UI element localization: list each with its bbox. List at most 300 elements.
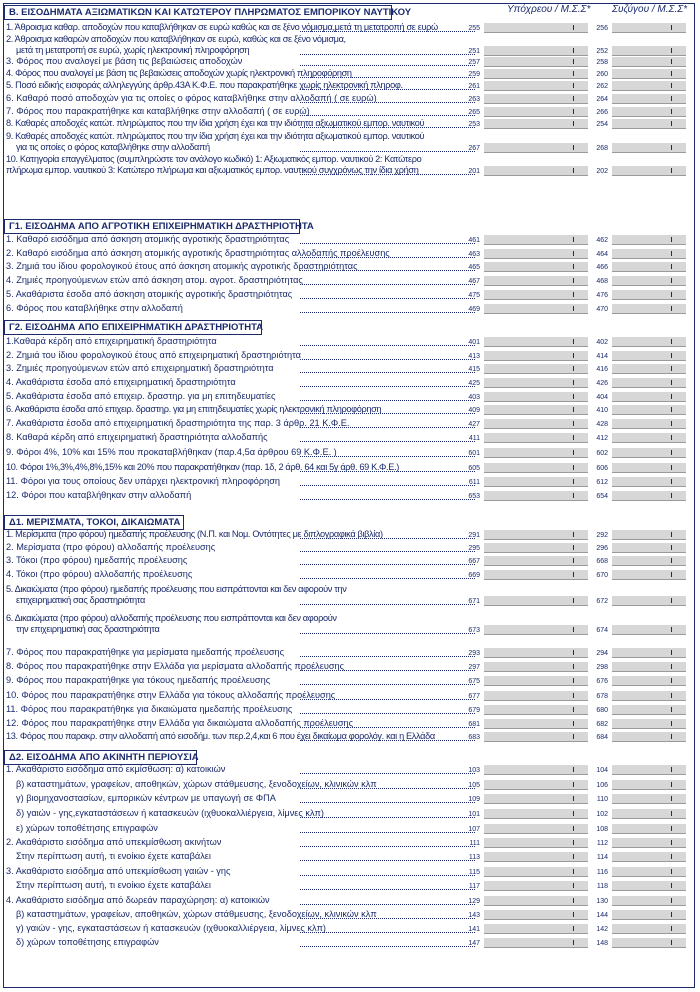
leader-dots xyxy=(300,802,475,803)
taxpayer-amount-field[interactable] xyxy=(484,378,588,388)
row-label: δ) χώρων τοποθέτησης επιγραφών xyxy=(16,937,159,947)
taxpayer-amount-field[interactable] xyxy=(484,23,588,33)
leader-dots xyxy=(300,538,475,539)
spouse-field-code: 296 xyxy=(596,545,608,552)
taxpayer-amount-field[interactable] xyxy=(484,676,588,686)
taxpayer-amount-field[interactable] xyxy=(484,262,588,272)
leader-dots xyxy=(300,151,475,152)
taxpayer-amount-field[interactable] xyxy=(484,648,588,658)
taxpayer-field-code: 105 xyxy=(468,782,480,789)
taxpayer-amount-field[interactable] xyxy=(484,662,588,672)
spouse-amount-field[interactable] xyxy=(612,119,686,129)
spouse-amount-field[interactable] xyxy=(612,794,686,804)
taxpayer-amount-field[interactable] xyxy=(484,543,588,553)
taxpayer-amount-field[interactable] xyxy=(484,556,588,566)
taxpayer-amount-field[interactable] xyxy=(484,824,588,834)
row-label: 12. Φόρος που παρακρατήθηκε στην Ελλάδα για δικαιώματα αλλοδαπής προέλευσης xyxy=(6,718,354,728)
taxpayer-amount-field[interactable] xyxy=(484,910,588,920)
row-label: 2. Ακαθάριστο εισόδημα από υπεκμίσθωση ακινήτων xyxy=(6,837,222,847)
row-label: 5. Ποσό ειδικής εισφοράς αλληλεγγύης άρθρ.43Α Κ.Φ.Ε. που παρακρατήθηκε χωρίς ηλεκτρονική πληροφ. xyxy=(6,80,403,90)
leader-dots xyxy=(300,359,475,360)
taxpayer-amount-field[interactable] xyxy=(484,852,588,862)
spouse-amount-field[interactable] xyxy=(612,809,686,819)
taxpayer-field-code: 675 xyxy=(468,678,480,685)
row-label: 11. Φόροι για τους οποίους δεν υπάρχει ηλεκτρονική πληροφόρηση xyxy=(6,476,281,486)
spouse-field-code: 612 xyxy=(596,479,608,486)
row-label: 5. Ακαθάριστα έσοδα από άσκηση ατομικής αγροτικής δραστηριότητας xyxy=(6,289,293,299)
row-label: 8. Καθαρά κέρδη από επιχειρηματική δραστηριότητα αλλοδαπής xyxy=(6,432,268,442)
taxpayer-field-code: 401 xyxy=(468,339,480,346)
taxpayer-amount-field[interactable] xyxy=(484,477,588,487)
taxpayer-field-code: 115 xyxy=(468,869,480,876)
taxpayer-field-code: 293 xyxy=(468,650,480,657)
spouse-field-code: 672 xyxy=(596,598,608,605)
leader-dots xyxy=(300,578,475,579)
taxpayer-amount-field[interactable] xyxy=(484,838,588,848)
spouse-amount-field[interactable] xyxy=(612,166,686,176)
leader-dots xyxy=(300,54,475,55)
taxpayer-amount-field[interactable] xyxy=(484,491,588,501)
spouse-field-code: 426 xyxy=(596,380,608,387)
taxpayer-amount-field[interactable] xyxy=(484,94,588,104)
taxpayer-amount-field[interactable] xyxy=(484,924,588,934)
row-label: 3. Ακαθάριστο εισόδημα από υπεκμίσθωση γαιών - γης xyxy=(6,866,231,876)
taxpayer-amount-field[interactable] xyxy=(484,570,588,580)
taxpayer-amount-field[interactable] xyxy=(484,364,588,374)
taxpayer-field-code: 667 xyxy=(468,558,480,565)
taxpayer-amount-field[interactable] xyxy=(484,337,588,347)
leader-dots xyxy=(300,345,475,346)
row-label: 12. Φόροι που καταβλήθηκαν στην αλλοδαπή xyxy=(6,490,192,500)
spouse-amount-field[interactable] xyxy=(612,276,686,286)
spouse-field-code: 106 xyxy=(596,782,608,789)
spouse-amount-field[interactable] xyxy=(612,419,686,429)
row-label: μετά τη μετατροπή σε ευρώ, χωρίς ηλεκτρονική πληροφόρηση xyxy=(16,45,250,55)
row-label: 6. Ακαθάριστα έσοδα από επιχειρ. δραστηρ. για μη επιτηδευματίες χωρίς ηλεκτρονική πληροφόρηση xyxy=(6,404,382,414)
spouse-amount-field[interactable] xyxy=(612,543,686,553)
spouse-amount-field[interactable] xyxy=(612,662,686,672)
taxpayer-field-code: 117 xyxy=(468,883,480,890)
spouse-field-code: 118 xyxy=(596,883,608,890)
leader-dots xyxy=(300,846,475,847)
taxpayer-amount-field[interactable] xyxy=(484,938,588,948)
leader-dots xyxy=(300,773,475,774)
spouse-amount-field[interactable] xyxy=(612,881,686,891)
taxpayer-field-code: 257 xyxy=(468,59,480,66)
spouse-amount-field[interactable] xyxy=(612,262,686,272)
taxpayer-amount-field[interactable] xyxy=(484,691,588,701)
spouse-field-code: 294 xyxy=(596,650,608,657)
spouse-field-code: 470 xyxy=(596,306,608,313)
leader-dots xyxy=(300,257,475,258)
taxpayer-amount-field[interactable] xyxy=(484,732,588,742)
leader-dots xyxy=(300,788,475,789)
row-label: ε) χώρων τοποθέτησης επιγραφών xyxy=(16,823,158,833)
taxpayer-field-code: 611 xyxy=(468,479,480,486)
taxpayer-field-code: 425 xyxy=(468,380,480,387)
row-label: β) καταστημάτων, γραφείων, αποθηκών, χώρων στάθμευσης, ξενοδοχείων, κλινικών κλπ xyxy=(16,909,377,919)
row-label: 4. Ακαθάριστα έσοδα από επιχειρηματική δραστηριότητα xyxy=(6,377,236,387)
taxpayer-field-code: 683 xyxy=(468,734,480,741)
taxpayer-field-code: 653 xyxy=(468,493,480,500)
row-label: 4. Φόρος που αναλογεί με βάση τις βεβαιώσεις αποδοχών χωρίς ηλεκτρονική πληροφόρηση xyxy=(6,68,352,78)
spouse-amount-field[interactable] xyxy=(612,57,686,67)
leader-dots xyxy=(300,77,475,78)
leader-dots xyxy=(300,932,475,933)
spouse-amount-field[interactable] xyxy=(612,378,686,388)
spouse-field-code: 464 xyxy=(596,251,608,258)
row-label: 1. Ακαθάριστο εισόδημα από εκμίσθωση: α) κατοικιών xyxy=(6,764,226,774)
taxpayer-field-code: 409 xyxy=(468,407,480,414)
leader-dots xyxy=(300,904,475,905)
row-label: 1. Καθαρό εισόδημα από άσκηση ατομικής αγροτικής δραστηριότητας xyxy=(6,234,290,244)
taxpayer-amount-field[interactable] xyxy=(484,448,588,458)
spouse-amount-field[interactable] xyxy=(612,405,686,415)
taxpayer-amount-field[interactable] xyxy=(484,46,588,56)
spouse-field-code: 298 xyxy=(596,664,608,671)
leader-dots xyxy=(300,441,475,442)
taxpayer-field-code: 101 xyxy=(468,811,480,818)
taxpayer-field-code: 103 xyxy=(468,767,480,774)
row-label: β) καταστημάτων, γραφείων, αποθηκών, χώρων στάθμευσης, ξενοδοχείων, κλινικών κλπ xyxy=(16,779,377,789)
spouse-amount-field[interactable] xyxy=(612,780,686,790)
leader-dots xyxy=(300,174,475,175)
leader-dots xyxy=(300,89,475,90)
leader-dots xyxy=(300,427,475,428)
leader-dots xyxy=(300,102,475,103)
spouse-amount-field[interactable] xyxy=(612,648,686,658)
spouse-amount-field[interactable] xyxy=(612,477,686,487)
leader-dots xyxy=(300,740,475,741)
taxpayer-amount-field[interactable] xyxy=(484,765,588,775)
spouse-amount-field[interactable] xyxy=(612,290,686,300)
taxpayer-amount-field[interactable] xyxy=(484,304,588,314)
spouse-amount-field[interactable] xyxy=(612,304,686,314)
spouse-amount-field[interactable] xyxy=(612,235,686,245)
row-label: 9. Φόροι 4%, 10% και 15% που προκαταβλήθηκαν (παρ.4,5α άρθρου 69 Κ.Φ.Ε. ) xyxy=(6,447,337,457)
taxpayer-field-code: 469 xyxy=(468,306,480,313)
spouse-amount-field[interactable] xyxy=(612,676,686,686)
leader-dots xyxy=(300,946,475,947)
row-label: επιχειρηματική σας δραστηριότητα xyxy=(16,595,145,605)
spouse-field-code: 260 xyxy=(596,71,608,78)
spouse-amount-field[interactable] xyxy=(612,433,686,443)
row-label: 1.Καθαρά κέρδη από επιχειρηματική δραστηριότητα xyxy=(6,336,217,346)
spouse-field-code: 202 xyxy=(596,168,608,175)
spouse-amount-field[interactable] xyxy=(612,143,686,153)
taxpayer-amount-field[interactable] xyxy=(484,881,588,891)
taxpayer-amount-field[interactable] xyxy=(484,596,588,606)
taxpayer-field-code: 295 xyxy=(468,545,480,552)
taxpayer-field-code: 681 xyxy=(468,721,480,728)
spouse-amount-field[interactable] xyxy=(612,107,686,117)
spouse-field-code: 668 xyxy=(596,558,608,565)
row-label: Στην περίπτωση αυτή, τι ενοίκιο έχετε καταβάλει xyxy=(16,880,211,890)
spouse-amount-field[interactable] xyxy=(612,938,686,948)
taxpayer-column-header: Υπόχρεου / Μ.Σ.Σ* xyxy=(507,4,591,15)
taxpayer-field-code: 201 xyxy=(468,168,480,175)
leader-dots xyxy=(300,31,475,32)
spouse-amount-field[interactable] xyxy=(612,351,686,361)
spouse-amount-field[interactable] xyxy=(612,732,686,742)
taxpayer-amount-field[interactable] xyxy=(484,69,588,79)
spouse-amount-field[interactable] xyxy=(612,364,686,374)
spouse-field-code: 142 xyxy=(596,926,608,933)
spouse-amount-field[interactable] xyxy=(612,94,686,104)
row-label: δ) γαιών - γης,εγκαταστάσεων ή κατασκευών (ιχθυοκαλλιέργεια, λίμνες κλπ) xyxy=(16,808,324,818)
taxpayer-amount-field[interactable] xyxy=(484,809,588,819)
leader-dots xyxy=(300,456,475,457)
leader-dots xyxy=(300,875,475,876)
leader-dots xyxy=(300,284,475,285)
taxpayer-field-code: 261 xyxy=(468,83,480,90)
taxpayer-amount-field[interactable] xyxy=(484,433,588,443)
taxpayer-field-code: 677 xyxy=(468,693,480,700)
spouse-amount-field[interactable] xyxy=(612,81,686,91)
leader-dots xyxy=(300,386,475,387)
spouse-field-code: 116 xyxy=(596,869,608,876)
leader-dots xyxy=(300,817,475,818)
row-label: 3. Τόκοι (προ φόρου) ημεδαπής προέλευσης xyxy=(6,555,188,565)
leader-dots xyxy=(300,727,475,728)
taxpayer-field-code: 111 xyxy=(469,840,480,847)
spouse-amount-field[interactable] xyxy=(612,765,686,775)
taxpayer-amount-field[interactable] xyxy=(484,867,588,877)
spouse-field-code: 468 xyxy=(596,278,608,285)
row-label: 5. Ακαθάριστα έσοδα από επιχειρ. δραστηρ. για μη επιτηδευματίες xyxy=(6,391,276,401)
spouse-field-code: 462 xyxy=(596,237,608,244)
leader-dots xyxy=(300,127,475,128)
spouse-amount-field[interactable] xyxy=(612,625,686,635)
taxpayer-field-code: 107 xyxy=(468,826,480,833)
row-label: 5. Δικαιώματα (προ φόρου) ημεδαπής προέλευσης που εισπράττονται και δεν αφορούν την xyxy=(6,584,347,594)
spouse-field-code: 412 xyxy=(596,435,608,442)
taxpayer-amount-field[interactable] xyxy=(484,625,588,635)
leader-dots xyxy=(300,243,475,244)
spouse-amount-field[interactable] xyxy=(612,556,686,566)
leader-dots xyxy=(300,115,475,116)
row-label: την επιχειρηματική σας δραστηριότητα xyxy=(16,624,160,634)
leader-dots xyxy=(300,684,475,685)
spouse-amount-field[interactable] xyxy=(612,896,686,906)
spouse-amount-field[interactable] xyxy=(612,867,686,877)
spouse-amount-field[interactable] xyxy=(612,838,686,848)
spouse-amount-field[interactable] xyxy=(612,596,686,606)
spouse-field-code: 112 xyxy=(596,840,608,847)
row-label: πλήρωμα εμπορ. ναυτικού 3: Κατώτερο πλήρωμα και αξιωματικός εμπορ. ναυτικού συγχρόνως την ίδια χρήση xyxy=(6,165,419,175)
spouse-amount-field[interactable] xyxy=(612,705,686,715)
taxpayer-amount-field[interactable] xyxy=(484,896,588,906)
leader-dots xyxy=(300,551,475,552)
spouse-amount-field[interactable] xyxy=(612,491,686,501)
spouse-amount-field[interactable] xyxy=(612,69,686,79)
spouse-field-code: 654 xyxy=(596,493,608,500)
spouse-amount-field[interactable] xyxy=(612,691,686,701)
spouse-field-code: 114 xyxy=(596,854,608,861)
spouse-field-code: 410 xyxy=(596,407,608,414)
taxpayer-amount-field[interactable] xyxy=(484,166,588,176)
row-label: 2. Ζημιά του ίδιου φορολογικού έτους από επιχειρηματική δραστηριότητα xyxy=(6,350,301,360)
taxpayer-amount-field[interactable] xyxy=(484,705,588,715)
leader-dots xyxy=(300,499,475,500)
spouse-field-code: 110 xyxy=(596,796,608,803)
row-label: 4. Ζημιές προηγούμενων ετών από άσκηση ατομ. αγροτ. δραστηριότητας xyxy=(6,275,303,285)
leader-dots xyxy=(300,889,475,890)
spouse-amount-field[interactable] xyxy=(612,570,686,580)
spouse-amount-field[interactable] xyxy=(612,249,686,259)
row-label: 2. Άθροισμα καθαρών αποδοχών που καταβλήθηκαν σε ευρώ, καθώς και σε ξένο νόμισμα, xyxy=(6,34,346,44)
taxpayer-field-code: 415 xyxy=(468,366,480,373)
spouse-field-code: 262 xyxy=(596,83,608,90)
row-label: 9. Καθαρές αποδοχές κατώτ. πληρώματος που την ίδια χρήση έχει και την ιδιότητα αξιωματικού εμπορ. ναυτικού xyxy=(6,131,425,141)
row-label: 7. Ακαθάριστα έσοδα από επιχειρηματική δραστηριότητα της παρ. 3 άρθρ. 21 Κ.Φ.Ε. xyxy=(6,418,350,428)
taxpayer-field-code: 253 xyxy=(468,121,480,128)
taxpayer-field-code: 413 xyxy=(468,353,480,360)
taxpayer-field-code: 411 xyxy=(468,435,480,442)
spouse-field-code: 476 xyxy=(596,292,608,299)
taxpayer-amount-field[interactable] xyxy=(484,794,588,804)
taxpayer-field-code: 403 xyxy=(468,394,480,401)
leader-dots xyxy=(300,832,475,833)
taxpayer-field-code: 679 xyxy=(468,707,480,714)
spouse-field-code: 256 xyxy=(596,25,608,32)
leader-dots xyxy=(300,918,475,919)
leader-dots xyxy=(300,713,475,714)
taxpayer-amount-field[interactable] xyxy=(484,290,588,300)
row-label: 13. Φόρος που παρακρ. στην αλλοδαπή από εισοδήμ. των περ.2,4,και 6 που έχει δικαίωμα φορολόγ. και η Ελλάδα xyxy=(6,731,435,741)
row-label: Στην περίπτωση αυτή, τι ενοίκιο έχετε καταβάλει xyxy=(16,851,211,861)
taxpayer-field-code: 461 xyxy=(468,237,480,244)
taxpayer-field-code: 141 xyxy=(468,926,480,933)
taxpayer-field-code: 673 xyxy=(468,627,480,634)
row-label: γ) βιομηχανοστασίων, εμπορικών κέντρων με υπαγωγή σε ΦΠΑ xyxy=(16,793,276,803)
spouse-amount-field[interactable] xyxy=(612,337,686,347)
spouse-field-code: 428 xyxy=(596,421,608,428)
spouse-amount-field[interactable] xyxy=(612,46,686,56)
row-label: 1. Άθροισμα καθαρ. αποδοχών που καταβλήθηκαν σε ευρώ καθώς και σε ξένο νόμισμα,μετά τη μετατροπή σε ευρώ xyxy=(6,22,438,32)
leader-dots xyxy=(300,485,475,486)
spouse-amount-field[interactable] xyxy=(612,852,686,862)
spouse-amount-field[interactable] xyxy=(612,392,686,402)
leader-dots xyxy=(300,633,475,634)
row-label: 4. Ακαθάριστο εισόδημα από δωρεάν παραχώρηση: α) κατοικιών xyxy=(6,895,270,905)
taxpayer-amount-field[interactable] xyxy=(484,392,588,402)
taxpayer-field-code: 263 xyxy=(468,96,480,103)
leader-dots xyxy=(300,413,475,414)
row-label: 10. Κατηγορία επαγγέλματος (συμπληρώστε τον ανάλογο κωδικό) 1: Αξιωματικός εμπορ. ναυτικού 2: Κατώτερο xyxy=(6,154,422,164)
taxpayer-field-code: 601 xyxy=(468,450,480,457)
spouse-field-code: 678 xyxy=(596,693,608,700)
row-label: 6. Δικαιώματα (προ φόρου) αλλοδαπής προέλευσης που εισπράττονται και δεν αφορούν xyxy=(6,613,337,623)
section-title: Γ1. ΕΙΣΟΔΗΜΑ ΑΠΟ ΑΓΡΟΤΙΚΗ ΕΠΙΧΕΙΡΗΜΑΤΙΚΗ ΔΡΑΣΤΗΡΙΟΤΗΤΑ xyxy=(4,219,300,234)
leader-dots xyxy=(300,270,475,271)
taxpayer-field-code: 465 xyxy=(468,264,480,271)
spouse-amount-field[interactable] xyxy=(612,719,686,729)
taxpayer-field-code: 427 xyxy=(468,421,480,428)
taxpayer-amount-field[interactable] xyxy=(484,405,588,415)
spouse-field-code: 144 xyxy=(596,912,608,919)
leader-dots xyxy=(300,564,475,565)
spouse-amount-field[interactable] xyxy=(612,824,686,834)
taxpayer-field-code: 109 xyxy=(468,796,480,803)
taxpayer-amount-field[interactable] xyxy=(484,107,588,117)
spouse-field-code: 264 xyxy=(596,96,608,103)
taxpayer-field-code: 267 xyxy=(468,145,480,152)
taxpayer-amount-field[interactable] xyxy=(484,81,588,91)
leader-dots xyxy=(300,699,475,700)
taxpayer-amount-field[interactable] xyxy=(484,235,588,245)
taxpayer-field-code: 143 xyxy=(468,912,480,919)
spouse-field-code: 676 xyxy=(596,678,608,685)
spouse-field-code: 402 xyxy=(596,339,608,346)
leader-dots xyxy=(300,670,475,671)
spouse-amount-field[interactable] xyxy=(612,463,686,473)
taxpayer-amount-field[interactable] xyxy=(484,276,588,286)
taxpayer-amount-field[interactable] xyxy=(484,119,588,129)
taxpayer-field-code: 259 xyxy=(468,71,480,78)
spouse-field-code: 108 xyxy=(596,826,608,833)
spouse-field-code: 254 xyxy=(596,121,608,128)
row-label: 6. Καθαρό ποσό αποδοχών για τις οποίες ο φόρος καταβλήθηκε στην αλλοδαπή ( σε ευρώ) xyxy=(6,93,377,103)
spouse-field-code: 104 xyxy=(596,767,608,774)
taxpayer-field-code: 265 xyxy=(468,109,480,116)
row-label: για τις οποίες ο φόρος καταβλήθηκε στην αλλοδαπή xyxy=(16,142,210,152)
taxpayer-amount-field[interactable] xyxy=(484,530,588,540)
taxpayer-field-code: 475 xyxy=(468,292,480,299)
taxpayer-amount-field[interactable] xyxy=(484,780,588,790)
spouse-field-code: 266 xyxy=(596,109,608,116)
row-label: 2. Καθαρό εισόδημα από άσκηση ατομικής αγροτικής δραστηριότητας αλλοδαπής προέλευσης xyxy=(6,248,390,258)
spouse-field-code: 680 xyxy=(596,707,608,714)
spouse-field-code: 292 xyxy=(596,532,608,539)
taxpayer-field-code: 671 xyxy=(468,598,480,605)
spouse-amount-field[interactable] xyxy=(612,23,686,33)
row-label: 2. Μερίσματα (προ φόρου) αλλοδαπής προέλευσης xyxy=(6,542,216,552)
spouse-amount-field[interactable] xyxy=(612,530,686,540)
row-label: 6. Φόρος που καταβλήθηκε στην αλλοδαπή xyxy=(6,303,183,313)
taxpayer-field-code: 129 xyxy=(468,898,480,905)
leader-dots xyxy=(300,656,475,657)
spouse-field-code: 606 xyxy=(596,465,608,472)
leader-dots xyxy=(300,400,475,401)
spouse-field-code: 466 xyxy=(596,264,608,271)
spouse-field-code: 258 xyxy=(596,59,608,66)
taxpayer-field-code: 605 xyxy=(468,465,480,472)
leader-dots xyxy=(300,312,475,313)
spouse-amount-field[interactable] xyxy=(612,910,686,920)
taxpayer-amount-field[interactable] xyxy=(484,57,588,67)
spouse-field-code: 102 xyxy=(596,811,608,818)
taxpayer-amount-field[interactable] xyxy=(484,249,588,259)
spouse-field-code: 674 xyxy=(596,627,608,634)
spouse-amount-field[interactable] xyxy=(612,448,686,458)
taxpayer-field-code: 147 xyxy=(468,940,480,947)
taxpayer-amount-field[interactable] xyxy=(484,351,588,361)
taxpayer-amount-field[interactable] xyxy=(484,419,588,429)
leader-dots xyxy=(300,860,475,861)
row-label: 3. Φόρος που αναλογεί με βάση τις βεβαιώσεις αποδοχών xyxy=(6,56,243,66)
taxpayer-amount-field[interactable] xyxy=(484,463,588,473)
leader-dots xyxy=(300,604,475,605)
section-title: Γ2. ΕΙΣΟΔΗΜΑ ΑΠΟ ΕΠΙΧΕΙΡΗΜΑΤΙΚΗ ΔΡΑΣΤΗΡΙΟΤΗΤΑ xyxy=(4,320,262,335)
taxpayer-amount-field[interactable] xyxy=(484,143,588,153)
taxpayer-field-code: 463 xyxy=(468,251,480,258)
leader-dots xyxy=(300,372,475,373)
taxpayer-field-code: 669 xyxy=(468,572,480,579)
spouse-amount-field[interactable] xyxy=(612,924,686,934)
taxpayer-amount-field[interactable] xyxy=(484,719,588,729)
row-label: 4. Τόκοι (προ φόρου) αλλοδαπής προέλευσης xyxy=(6,569,193,579)
